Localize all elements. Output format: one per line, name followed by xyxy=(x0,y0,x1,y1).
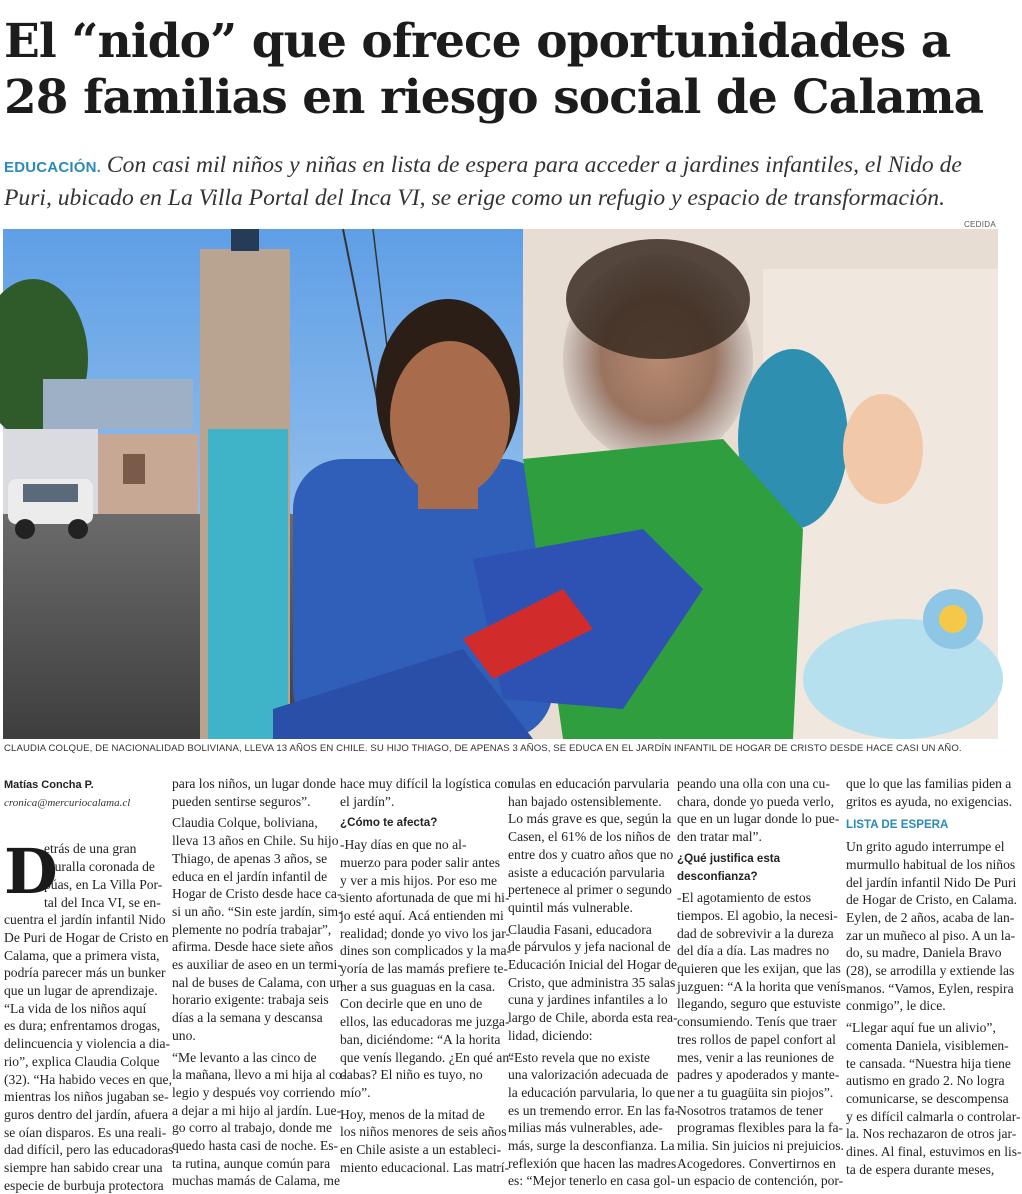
photo-credit: CEDIDA xyxy=(963,220,996,229)
text-line: de Hogar de Cristo, en Calama. xyxy=(846,892,1018,908)
article-column-3 xyxy=(340,775,515,1176)
text-line: ta rutina, aunque común para xyxy=(172,1155,331,1171)
text-line: manos. “Vamos, Eylen, respira xyxy=(846,980,1014,996)
text-line: “Esto revela que no existe xyxy=(508,1049,650,1065)
text-line: comunicarse, se descompensa xyxy=(846,1090,1009,1106)
headline-line-1: El “nido” que ofrece oportunidades a xyxy=(4,14,951,69)
text-line: podría parecer más un bunker xyxy=(4,965,166,981)
text-line: den tratar mal”. xyxy=(677,829,762,845)
text-line: delincuencia y violencia a dia- xyxy=(4,1036,171,1052)
text-line: dad de sobrevivir a la dureza xyxy=(677,925,834,941)
dropcap-paragraph xyxy=(4,835,163,911)
deck-text-1: Con casi mil niños y niñas en lista de espera para acceder a jardines infantiles, el Nido de xyxy=(106,152,962,178)
text-line: te cansada. “Nuestra hija tiene xyxy=(846,1055,1011,1071)
text-line: uno. xyxy=(172,1027,196,1043)
text-line: nal de buses de Calama, con un xyxy=(172,974,344,990)
text-line: plemente no podría trabajar”, xyxy=(172,921,332,937)
article-column-4 xyxy=(508,775,679,1190)
byline-email: cronica@mercuriocalama.cl xyxy=(4,796,131,809)
text-line: Hoy, menos de la mitad de xyxy=(340,1106,485,1122)
text-line: chara, donde yo pueda verlo, xyxy=(677,793,835,809)
text-line: Thiago, de apenas 3 años, se xyxy=(172,850,328,866)
text-line: ta de espera durante meses, xyxy=(846,1161,995,1177)
text-line: en Chile asiste a un estableci- xyxy=(340,1142,502,1158)
text-line: conmigo”, le dice. xyxy=(846,998,946,1014)
text-line: realidad; donde yo vivo los jar- xyxy=(340,925,510,941)
deck xyxy=(4,150,996,213)
text-line: lidad, diciendo: xyxy=(508,1027,593,1043)
text-line: tiempos. El agobio, la necesi- xyxy=(677,907,838,923)
text-line: gritos es ayuda, no exigencias. xyxy=(846,793,1013,809)
text-line: siempre han sabido crear una xyxy=(4,1160,163,1176)
text-line: dines son complicados y la ma- xyxy=(340,943,512,959)
text-line: rio”, explica Claudia Colque xyxy=(4,1053,160,1069)
text-line: llegando, seguro que estuviste xyxy=(677,996,841,1012)
text-line: Eylen, de 2 años, acaba de lan- xyxy=(846,909,1015,925)
text-line: Cristo, que administra 35 salas xyxy=(508,974,676,990)
deck-line-2: Puri, ubicado en La Villa Portal del Inca VI, se erige como un refugio y espacio de transformación. xyxy=(4,185,945,211)
text-line: “Me levanto a las cinco de xyxy=(172,1049,317,1065)
text-line: entre dos y cuatro años que no xyxy=(508,846,674,862)
text-line: do, su madre, Daniela Bravo xyxy=(846,945,1002,961)
dropcap-letter: D xyxy=(4,835,58,909)
article-column-5 xyxy=(677,775,846,1190)
text-line: dabas? El niño es tuyo, no xyxy=(340,1067,483,1083)
text-line: legio y después voy corriendo xyxy=(172,1084,336,1100)
article-photo xyxy=(3,229,998,739)
text-line: “Llegar aquí fue un alivio”, xyxy=(846,1020,996,1036)
text-line: Claudia Colque, boliviana, xyxy=(172,815,318,831)
text-line: cuentra el jardín infantil Nido xyxy=(4,912,166,928)
text-line: quieren que les exijan, que las xyxy=(677,961,841,977)
text-line: a dejar a mi hijo al jardín. Lue- xyxy=(172,1102,342,1118)
text-line: mientras los niños jugaban se- xyxy=(4,1089,169,1105)
text-line: Nosotros tratamos de tener xyxy=(677,1102,824,1118)
text-line: pueden sentirse seguros”. xyxy=(172,793,311,809)
text-line: de párvulos y jefa nacional de xyxy=(508,939,671,955)
text-line: go corro al trabajo, donde me xyxy=(172,1120,333,1136)
text-line: peando una olla con una cu- xyxy=(677,776,830,791)
text-line: quintil más vulnerable. xyxy=(508,899,633,915)
text-line: es un tremendo error. En las fa- xyxy=(508,1102,679,1118)
byline-author: Matías Concha P. xyxy=(4,779,94,791)
text-line: (32). “Ha habido veces en que, xyxy=(4,1071,172,1087)
text-line: muralla coronada de xyxy=(44,859,155,875)
text-line: consumiendo. Tenís que traer xyxy=(677,1014,837,1030)
text-line: del jardín infantil Nido De Puri xyxy=(846,874,1017,890)
headline-line-2: 28 familias en riesgo social de Calama xyxy=(4,70,984,125)
deck-line-1 xyxy=(4,150,996,183)
text-line: los niños menores de seis años xyxy=(340,1124,507,1140)
article-column-6 xyxy=(846,775,1022,1178)
text-line: guros dentro del jardín, afuera xyxy=(4,1106,169,1122)
text-line: juzguen: “A la horita que venís xyxy=(677,978,846,994)
text-line: del día a día. Las madres no xyxy=(677,943,830,959)
text-line: milia. Sin juicios ni prejuicios. xyxy=(677,1138,844,1154)
text-line: asiste a educación parvularia xyxy=(508,864,665,880)
text-line: largo de Chile, aborda esta rea- xyxy=(508,1010,678,1026)
text-line: Claudia Fasani, educadora xyxy=(508,921,652,937)
text-line: es: “Mejor tenerlo en casa gol- xyxy=(508,1173,676,1189)
text-line: murmullo habitual de los niños xyxy=(846,856,1016,872)
text-line: Con decirle que en uno de xyxy=(340,996,483,1012)
text-line: culas en educación parvularia xyxy=(508,776,670,791)
headline xyxy=(4,14,996,126)
text-line: milias más vulnerables, ade- xyxy=(508,1120,663,1136)
text-line: horario exigente: trabaja seis xyxy=(172,992,329,1008)
text-line: mío”. xyxy=(340,1084,371,1100)
text-line: dines. Al final, estuvimos en lis- xyxy=(846,1144,1022,1160)
text-line: si un año. “Sin este jardín, sim- xyxy=(172,903,343,919)
text-line: (28), se arrodilla y extiende las xyxy=(846,963,1015,979)
text-line: muerzo para poder salir antes xyxy=(340,854,501,870)
text-line: comenta Daniela, visiblemen- xyxy=(846,1037,1009,1053)
text-line: que un lugar de aprendizaje. xyxy=(4,983,158,999)
text-line: reflexión que hacen las madres xyxy=(508,1155,677,1171)
text-line: la educación parvularia, lo que xyxy=(508,1084,676,1100)
text-line: hace muy difícil la logística con xyxy=(340,776,515,791)
text-line: pertenece al primer o segundo xyxy=(508,882,672,898)
text-line: tres rollos de papel confort al xyxy=(677,1031,836,1047)
text-line: ner a tu guagüita sin piojos”. xyxy=(677,1084,834,1100)
subhead-como-te-afecta: ¿Cómo te afecta? xyxy=(340,816,438,830)
text-line: más, surge la desconfianza. La xyxy=(508,1138,675,1154)
text-line: se oían disparos. Es una reali- xyxy=(4,1124,167,1140)
section-head-lista-de-espera: LISTA DE ESPERA xyxy=(846,818,949,832)
section-kicker: EDUCACIÓN. xyxy=(4,159,102,176)
text-line: De Puri de Hogar de Cristo en xyxy=(4,929,169,945)
text-line: Casen, el 61% de los niños de xyxy=(508,829,671,845)
text-line: es dura; enfrentamos drogas, xyxy=(4,1018,161,1034)
text-line: lleva 13 años en Chile. Su hijo xyxy=(172,833,339,849)
text-line: miento educacional. Las matrí- xyxy=(340,1159,510,1175)
text-line: etrás de una gran xyxy=(44,841,137,857)
text-line: que lo que las familias piden a xyxy=(846,776,1012,791)
text-line: púas, en La Villa Por- xyxy=(44,876,163,892)
text-line: padres y apoderados y mante- xyxy=(677,1067,840,1083)
text-line: ner a sus guaguas en la casa. xyxy=(340,978,496,994)
text-line: una valorización adecuada de xyxy=(508,1067,669,1083)
article-column-2 xyxy=(172,775,347,1190)
text-line: ban, diciéndome: “A la horita xyxy=(340,1031,501,1047)
text-line: un espacio de contención, por- xyxy=(677,1173,844,1189)
text-line: educa en el jardín infantil de xyxy=(172,868,328,884)
article-column-1 xyxy=(4,775,174,1194)
text-line: que venís llegando. ¿En qué an- xyxy=(340,1049,514,1065)
text-line: quedo hasta casi de noche. Es- xyxy=(172,1138,339,1154)
text-line: han bajado ostensiblemente. xyxy=(508,793,662,809)
text-line: ellos, las educadoras me juzga- xyxy=(340,1014,510,1030)
text-line: programas flexibles para la fa- xyxy=(677,1120,844,1136)
text-line: es auxiliar de aseo en un termi- xyxy=(172,957,342,973)
text-line: -Hay días en que no al- xyxy=(340,837,467,853)
text-line: yoría de las mamás prefiere te- xyxy=(340,961,508,977)
text-line: Acogedores. Convertirnos en xyxy=(677,1155,836,1171)
text-line: autismo en grado 2. No logra xyxy=(846,1073,1005,1089)
text-line: y es difícil calmarla o controlar- xyxy=(846,1108,1021,1124)
text-line: la. Nos rechazaron de otros jar- xyxy=(846,1126,1017,1142)
text-line: -El agotamiento de estos xyxy=(677,890,812,906)
text-line: mes, venir a las reuniones de xyxy=(677,1049,835,1065)
text-line: Hogar de Cristo desde hace ca- xyxy=(172,886,342,902)
text-line: “La vida de los niños aquí xyxy=(4,1000,147,1016)
text-line: Un grito agudo interrumpe el xyxy=(846,839,1005,855)
text-line: dad difícil, pero las educadoras xyxy=(4,1142,174,1158)
text-line: que en un lugar donde lo pue- xyxy=(677,811,840,827)
text-line: cuna y jardines infantiles a lo xyxy=(508,992,668,1008)
text-line: tal del Inca VI, se en- xyxy=(44,894,161,910)
text-line: Educación Inicial del Hogar de xyxy=(508,957,678,973)
text-line: la mañana, llevo a mi hija al co- xyxy=(172,1067,347,1083)
text-line: afirma. Desde hace siete años xyxy=(172,939,334,955)
text-line: el jardín”. xyxy=(340,793,395,809)
text-line: especie de burbuja protectora xyxy=(4,1177,164,1193)
text-line: muchas mamás de Calama, me xyxy=(172,1173,340,1189)
text-line: jo esté aquí. Acá entienden mi xyxy=(340,907,504,923)
text-line: siento afortunada de que mi hi- xyxy=(340,890,510,906)
text-line: Calama, que a primera vista, xyxy=(4,947,160,963)
text-line: y ver a mis hijos. Por eso me xyxy=(340,872,498,888)
text-line: Lo más grave es que, según la xyxy=(508,811,672,827)
photo-caption: CLAUDIA COLQUE, DE NACIONALIDAD BOLIVIANA, LLEVA 13 AÑOS EN CHILE. SU HIJO THIAGO, DE APENAS 3 AÑOS, SE EDUCA EN EL JARDÍN INFANTIL DE HOGAR DE CRISTO DESDE HACE CASI UN AÑO. xyxy=(4,743,962,754)
subhead-que-justifica: ¿Qué justifica esta desconfianza? xyxy=(677,851,781,883)
text-line: días a la semana y descansa xyxy=(172,1010,323,1026)
text-line: para los niños, un lugar donde xyxy=(172,776,336,791)
text-line: zar un muñeco al piso. A un la- xyxy=(846,927,1016,943)
